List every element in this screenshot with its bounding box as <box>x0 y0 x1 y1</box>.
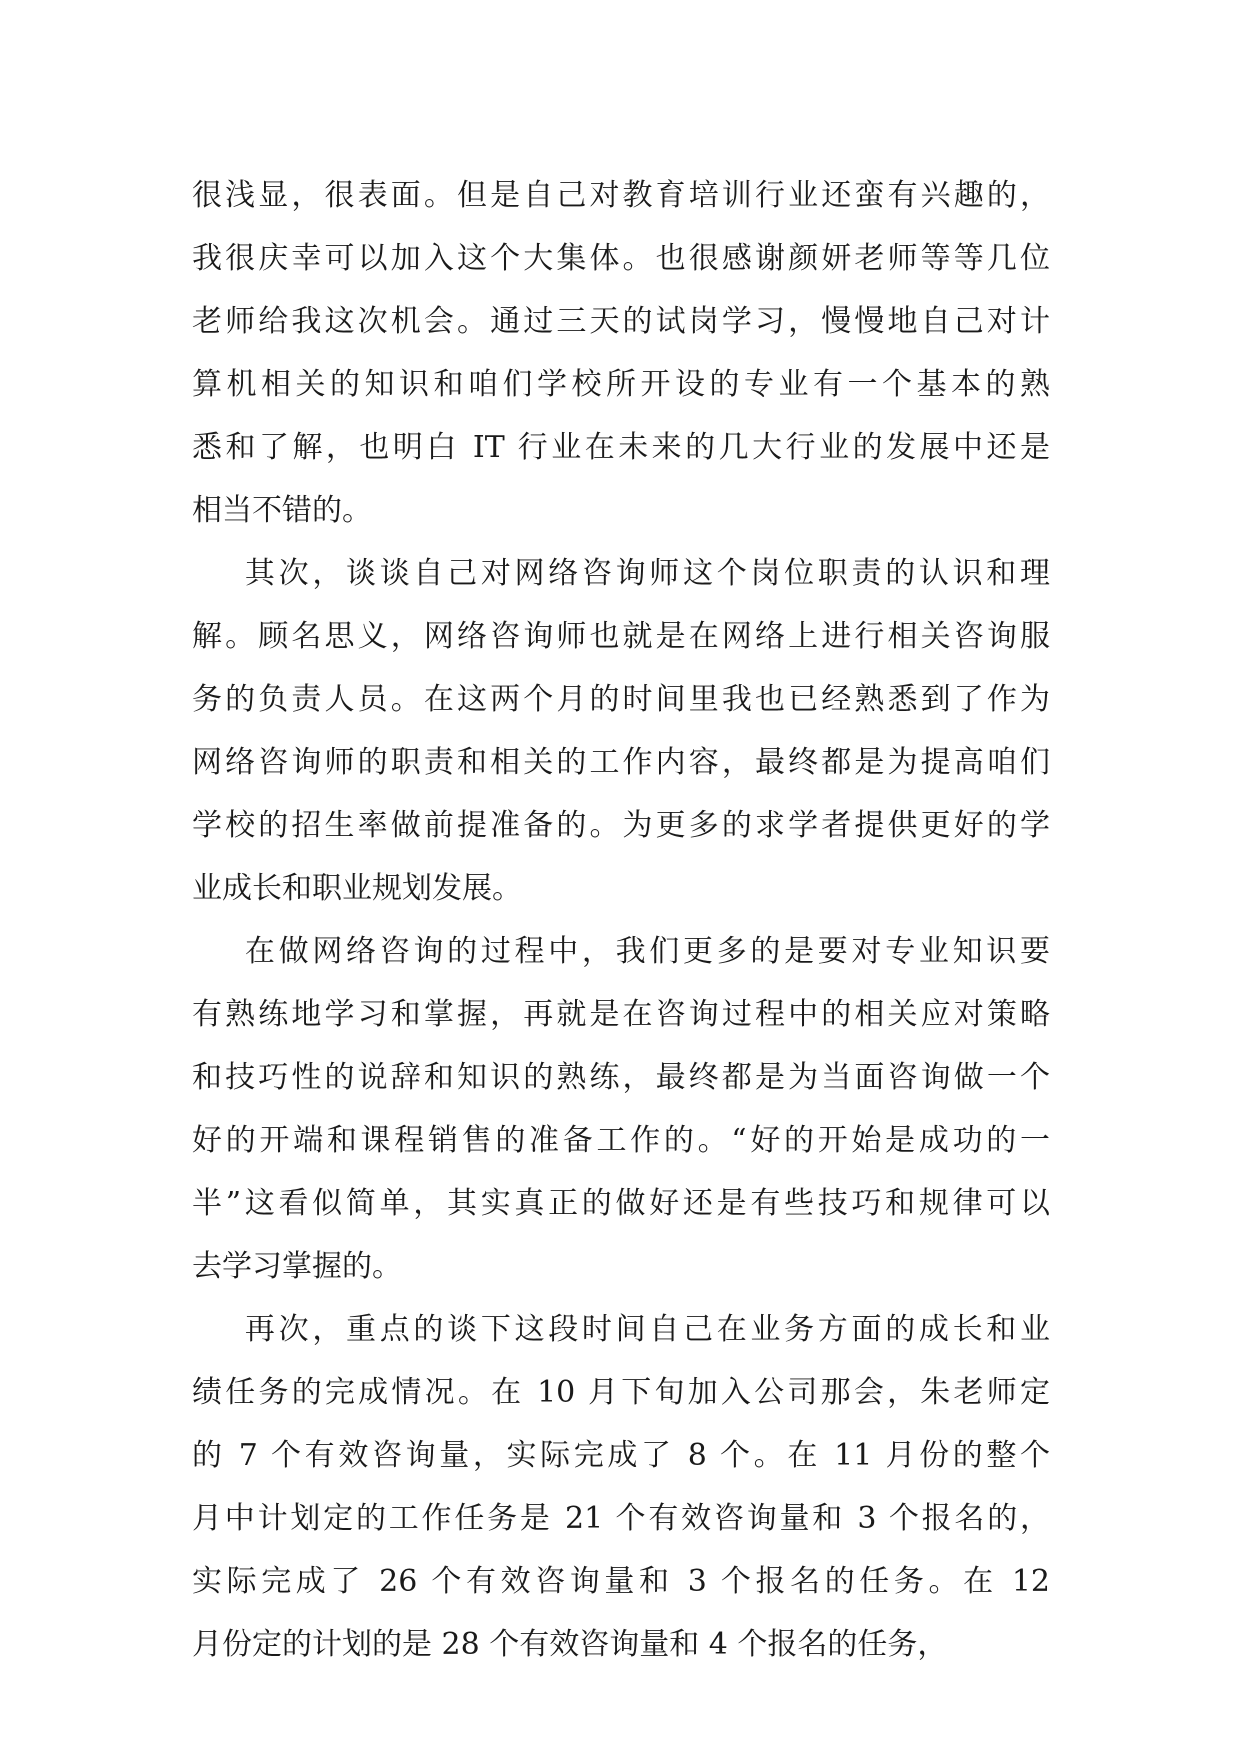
text-line: 好的开端和课程销售的准备工作的。“好的开始是成功的一 <box>192 1123 1050 1158</box>
text-line: 学校的招生率做前提准备的。为更多的求学者提供更好的学 <box>192 808 1050 843</box>
text-line: 业成长和职业规划发展。 <box>192 871 522 906</box>
text-line: 老师给我这次机会。通过三天的试岗学习，慢慢地自己对计 <box>192 304 1050 339</box>
text-line: 和技巧性的说辞和知识的熟练，最终都是为当面咨询做一个 <box>192 1060 1050 1095</box>
text-line: 悉和了解，也明白 IT 行业在未来的几大行业的发展中还是 <box>192 430 1050 465</box>
text-line: 有熟练地学习和掌握，再就是在咨询过程中的相关应对策略 <box>192 997 1050 1032</box>
text-line: 务的负责人员。在这两个月的时间里我也已经熟悉到了作为 <box>192 682 1050 717</box>
text-line: 我很庆幸可以加入这个大集体。也很感谢颜妍老师等等几位 <box>192 241 1050 276</box>
text-line: 其次，谈谈自己对网络咨询师这个岗位职责的认识和理 <box>192 556 1050 591</box>
text-line: 实际完成了 26 个有效咨询量和 3 个报名的任务。在 12 <box>192 1564 1050 1599</box>
text-line: 解。顾名思义，网络咨询师也就是在网络上进行相关咨询服 <box>192 619 1050 654</box>
text-line: 的 7 个有效咨询量，实际完成了 8 个。在 11 月份的整个 <box>192 1438 1050 1473</box>
text-line: 很浅显，很表面。但是自己对教育培训行业还蛮有兴趣的， <box>192 178 1050 213</box>
body-text <box>192 164 1050 1676</box>
text-line: 算机相关的知识和咱们学校所开设的专业有一个基本的熟 <box>192 367 1050 402</box>
text-line: 绩任务的完成情况。在 10 月下旬加入公司那会，朱老师定 <box>192 1375 1050 1410</box>
text-line: 去学习掌握的。 <box>192 1249 402 1284</box>
text-line: 月中计划定的工作任务是 21 个有效咨询量和 3 个报名的， <box>192 1501 1050 1536</box>
text-line: 再次，重点的谈下这段时间自己在业务方面的成长和业 <box>192 1312 1050 1347</box>
text-line: 月份定的计划的是 28 个有效咨询量和 4 个报名的任务， <box>192 1627 948 1662</box>
text-line: 网络咨询师的职责和相关的工作内容，最终都是为提高咱们 <box>192 745 1050 780</box>
text-line: 在做网络咨询的过程中，我们更多的是要对专业知识要 <box>192 934 1050 969</box>
text-line: 相当不错的。 <box>192 493 372 528</box>
text-line: 半”这看似简单，其实真正的做好还是有些技巧和规律可以 <box>192 1186 1050 1221</box>
